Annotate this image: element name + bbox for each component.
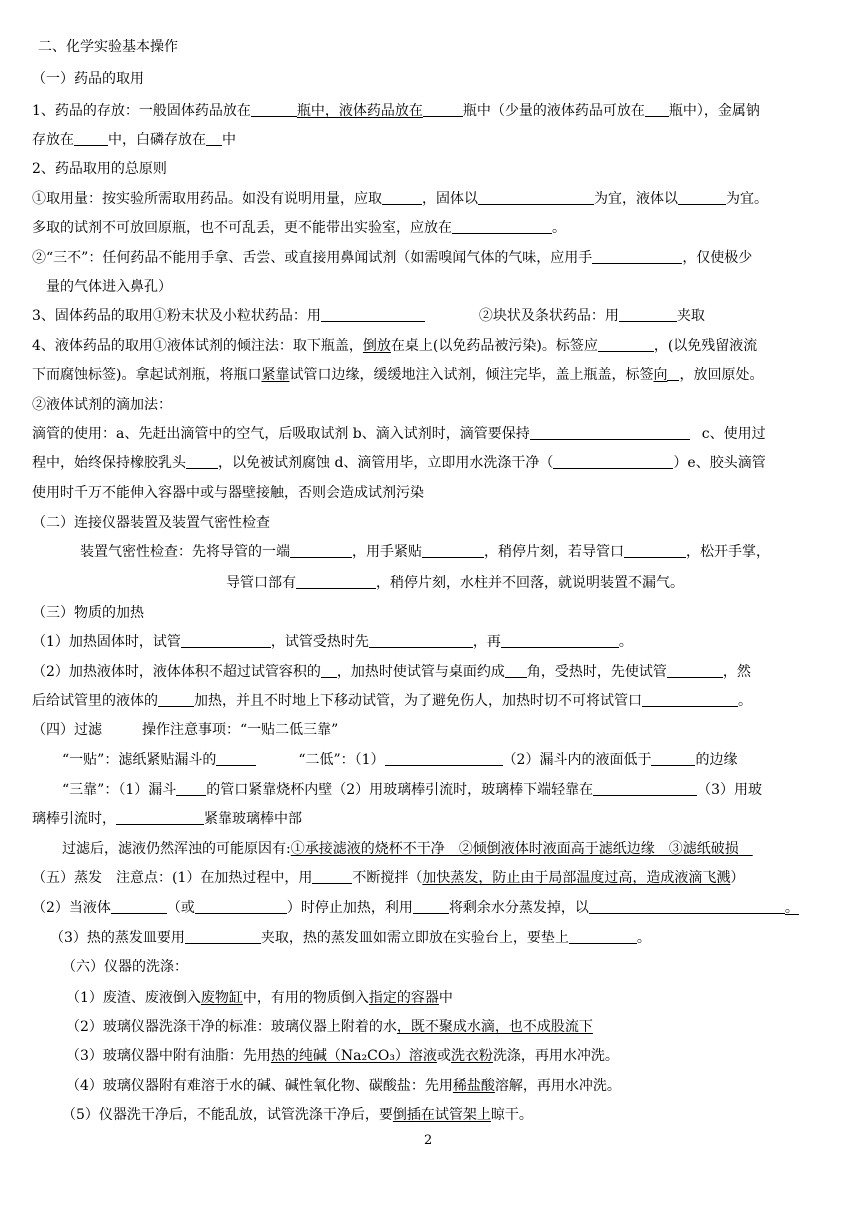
fill-blank xyxy=(592,249,682,264)
text-line xyxy=(32,307,705,325)
fill-blank xyxy=(505,663,527,678)
text: 洗衣粉 xyxy=(450,1048,493,1064)
text: ，松开手掌， xyxy=(686,544,770,560)
subsection-heading-5 xyxy=(32,869,744,887)
subsection-heading-6 xyxy=(62,958,188,976)
text: 倒放 xyxy=(362,338,391,354)
text: 。 xyxy=(552,220,566,236)
fill-blank xyxy=(598,337,654,352)
text: 夹取，热的蒸发皿如需立即放在实验台上，要垫上 xyxy=(260,930,569,946)
text: （1）废渣、废液倒入 xyxy=(66,990,201,1006)
fill-blank xyxy=(321,663,337,678)
text: 中 xyxy=(438,990,453,1006)
text: （3）玻璃仪器中附有油脂：先用 xyxy=(66,1048,271,1064)
text-line xyxy=(32,810,302,828)
heading-text: （五）蒸发 注意点：(1）在加热过程中，用 xyxy=(32,870,313,886)
text: ）时停止加热，利用 xyxy=(286,900,413,916)
text: 。 xyxy=(618,634,633,650)
fill-blank xyxy=(369,633,473,648)
text-line xyxy=(46,278,172,296)
text-line xyxy=(226,574,684,592)
text: 夹取 xyxy=(676,308,705,324)
text: 中，白磷存放在 xyxy=(108,132,206,148)
heading-text: （六）仪器的洗涤： xyxy=(62,959,188,975)
text: “一贴”：滤纸紧贴漏斗的 xyxy=(62,752,217,768)
fill-blank xyxy=(321,307,425,322)
fill-blank xyxy=(312,869,352,884)
text: 瓶中（少量的液体药品可放在 xyxy=(462,103,645,119)
text: 不断搅拌（ xyxy=(352,870,423,886)
text: 4、液体药品的取用①液体试剂的倾注法：取下瓶盖， xyxy=(32,338,363,354)
text: ，稍停片刻，若导管口 xyxy=(484,544,624,560)
text: 导管口部有 xyxy=(226,575,296,591)
text: 。 xyxy=(738,693,752,709)
fill-blank xyxy=(206,131,222,146)
text: ，用手紧贴 xyxy=(352,544,422,560)
page-number: 2 xyxy=(424,1133,433,1148)
text-line xyxy=(62,1106,533,1124)
text: 加快蒸发，防止由于局部温度过高，造成液滴飞溅 xyxy=(422,870,731,886)
text: ，(以免残留液流 xyxy=(653,338,758,354)
text: （2）当液体 xyxy=(32,900,111,916)
subsection-heading-4 xyxy=(32,721,338,739)
text: 璃棒引流时， xyxy=(32,811,116,827)
heading-text: （三）物质的加热 xyxy=(32,605,144,621)
fill-blank xyxy=(290,543,352,558)
text-line xyxy=(32,692,752,710)
text: ，既不聚成水滴，也不成股流下 xyxy=(396,1019,593,1035)
text: ①承接滤液的烧杯不干净 ②倾倒液体时液面高于滤纸边缘 ③滤纸破损 xyxy=(290,841,753,857)
text: 量的气体进入鼻孔） xyxy=(46,279,172,295)
section-heading xyxy=(38,38,178,56)
text: 为宜，液体以 xyxy=(594,191,678,207)
text: ，固体以 xyxy=(422,191,478,207)
subsection-heading-3 xyxy=(32,604,144,622)
fill-blank xyxy=(385,751,503,766)
text: 向 xyxy=(653,367,668,383)
text: ②块状及条状药品：用 xyxy=(478,308,619,324)
text: ②“三不”：任何药品不能用手拿、舌尝、或直接用鼻闻试剂（如需嗅闻气体的气味，应用手 xyxy=(32,250,593,266)
text: ①取用量：按实验所需取用药品。如没有说明用量，应取 xyxy=(32,191,382,207)
text-line xyxy=(32,131,236,149)
fill-blank xyxy=(501,633,619,648)
text: 多取的试剂不可放回原瓶，也不可乱丢，更不能带出实验室，应放在 xyxy=(32,220,452,236)
text: 2、药品取用的总原则 xyxy=(32,161,167,177)
fill-blank xyxy=(667,663,723,678)
fill-blank xyxy=(296,574,376,589)
text: “二低”：（1） xyxy=(298,752,385,768)
text: 后给试管里的液体的 xyxy=(32,693,158,709)
text: ，加热时使试管与桌面约成 xyxy=(336,664,505,680)
text: c、使用过 xyxy=(701,426,766,442)
text: ，放回原处。 xyxy=(679,367,764,383)
text: 过滤后，滤液仍然浑浊的可能原因有: xyxy=(62,841,291,857)
text: 晾干。 xyxy=(490,1107,533,1123)
text: （2）漏斗内的液面低于 xyxy=(502,752,652,768)
text: ，以免被试剂腐蚀 d、滴管用毕，立即用水洗涤干净（ xyxy=(218,455,554,471)
text: 。 xyxy=(784,900,799,916)
text: 将剩余水分蒸发掉，以 xyxy=(448,900,589,916)
text-line xyxy=(32,633,633,651)
text: 指定的容器 xyxy=(368,990,439,1006)
text: 为宜。 xyxy=(726,191,768,207)
text-line xyxy=(66,1077,621,1095)
fill-blank xyxy=(645,102,669,117)
text-line xyxy=(32,484,424,502)
text: 装置气密性检查：先将导管的一端 xyxy=(80,544,290,560)
fill-blank xyxy=(530,425,690,440)
fill-blank xyxy=(651,751,695,766)
text: ，仅使极少 xyxy=(682,250,753,266)
fill-blank xyxy=(111,899,167,914)
text: （2）加热液体时，液体体积不超过试管容积的 xyxy=(32,664,321,680)
text: 中 xyxy=(222,132,236,148)
text: 程中，始终保持橡胶乳头 xyxy=(32,455,186,471)
text-line xyxy=(32,249,752,267)
heading-text: （二）连接仪器装置及装置气密性检查 xyxy=(32,515,270,531)
text: 。 xyxy=(636,930,651,946)
text-line xyxy=(62,840,753,858)
text: 溶解，再用水冲洗。 xyxy=(494,1078,621,1094)
text: 中，有用的物质倒入 xyxy=(242,990,369,1006)
text: 的边缘 xyxy=(695,752,738,768)
fill-blank xyxy=(678,190,726,205)
text-line xyxy=(66,989,453,1007)
text-line xyxy=(32,102,760,120)
fill-blank xyxy=(667,366,679,381)
subsection-heading-1 xyxy=(32,70,144,88)
text: ） xyxy=(730,870,745,886)
text-line xyxy=(32,663,751,681)
text-line xyxy=(32,396,172,414)
fill-blank xyxy=(642,692,738,707)
text: 瓶中），金属钠 xyxy=(668,103,760,119)
text: ，然 xyxy=(722,664,751,680)
text: 3、固体药品的取用①粉末状及小粒状药品：用 xyxy=(32,308,321,324)
fill-blank xyxy=(423,102,463,117)
fill-blank xyxy=(422,543,484,558)
text: 使用时千万不能伸入容器中或与器壁接触，否则会造成试剂污染 xyxy=(32,485,424,501)
fill-blank xyxy=(619,307,677,322)
fill-blank xyxy=(553,454,673,469)
text: 瓶中，液体药品放在 xyxy=(296,103,423,119)
text: 1、药品的存放：一般固体药品放在 xyxy=(32,103,251,119)
text: （2）玻璃仪器洗涤干净的标准：玻璃仪器上附着的水 xyxy=(66,1019,397,1035)
fill-blank xyxy=(181,633,271,648)
fill-blank xyxy=(185,929,261,944)
text: 加热，并且不时地上下移动试管，为了避免伤人，加热时切不可将试管口 xyxy=(194,693,642,709)
text: 热的纯碱（Na₂CO₃）溶液 xyxy=(270,1048,437,1064)
text-line xyxy=(62,781,762,799)
text: 倒插在试管架上 xyxy=(392,1107,491,1123)
fill-blank xyxy=(413,899,449,914)
fill-blank xyxy=(186,454,218,469)
text: 废物缸 xyxy=(200,990,243,1006)
fill-blank xyxy=(569,929,637,944)
text: 或 xyxy=(436,1048,451,1064)
fill-blank xyxy=(624,543,686,558)
fill-blank xyxy=(158,692,194,707)
text: （3）热的蒸发皿要用 xyxy=(50,930,185,946)
text-line xyxy=(50,929,651,947)
text: 稀盐酸 xyxy=(452,1078,495,1094)
text: 存放在 xyxy=(32,132,74,148)
fill-blank xyxy=(593,781,697,796)
fill-blank xyxy=(251,102,297,117)
text-line xyxy=(32,425,766,443)
text: ）e、胶头滴管 xyxy=(673,455,766,471)
subsection-heading-2 xyxy=(32,514,270,532)
text-line xyxy=(32,190,768,208)
text-line xyxy=(32,219,566,237)
text: （1）加热固体时，试管 xyxy=(32,634,181,650)
text-line xyxy=(32,160,167,178)
fill-blank xyxy=(195,899,287,914)
text-line xyxy=(32,337,757,355)
text: 下而腐蚀标签)。拿起试剂瓶，将瓶口 xyxy=(32,367,262,383)
text: 洗涤，再用水冲洗。 xyxy=(492,1048,619,1064)
text: （5）仪器洗干净后，不能乱放，试管洗涤干净后，要 xyxy=(62,1107,393,1123)
text: 试管口边缘，缓缓地注入试剂，倾注完毕，盖上瓶盖，标签 xyxy=(289,367,654,383)
text: （4）玻璃仪器附有难溶于水的碱、碱性氧化物、碳酸盐：先用 xyxy=(66,1078,453,1094)
text: 紧靠 xyxy=(261,367,290,383)
text: 的管口紧靠烧杯内壁（2）用玻璃棒引流时，玻璃棒下端轻靠在 xyxy=(206,782,594,798)
text-line xyxy=(66,1018,593,1036)
fill-blank xyxy=(74,131,108,146)
heading-text: （一）药品的取用 xyxy=(32,71,144,87)
text-line xyxy=(32,454,766,472)
text: 在桌上(以免药品被污染)。标签应 xyxy=(390,338,598,354)
text: 操作注意事项：“一贴二低三靠” xyxy=(142,722,339,738)
fill-blank xyxy=(216,751,256,766)
fill-blank xyxy=(382,190,422,205)
text: 滴管的使用：a、先赶出滴管中的空气，后吸取试剂 b、滴入试剂时，滴管要保持 xyxy=(32,426,530,442)
fill-blank xyxy=(452,219,552,234)
text: “三靠”：（1）漏斗 xyxy=(62,782,177,798)
text: ②液体试剂的滴加法： xyxy=(32,397,172,413)
text-line xyxy=(80,543,770,561)
text-line xyxy=(32,899,799,917)
heading-text: 二、化学实验基本操作 xyxy=(38,39,178,55)
fill-blank xyxy=(116,810,204,825)
text: （或 xyxy=(166,900,195,916)
fill-blank xyxy=(589,899,785,914)
text: 紧靠玻璃棒中部 xyxy=(204,811,302,827)
text: ，稍停片刻，水柱并不回落，就说明装置不漏气。 xyxy=(376,575,684,591)
heading-text: （四）过滤 xyxy=(32,722,102,738)
text: 角，受热时，先使试管 xyxy=(526,664,667,680)
fill-blank xyxy=(176,781,206,796)
fill-blank xyxy=(478,190,594,205)
text-line xyxy=(32,366,763,384)
text: ，再 xyxy=(472,634,501,650)
text: （3）用玻 xyxy=(697,782,763,798)
text: ，试管受热时先 xyxy=(270,634,369,650)
text-line xyxy=(66,1047,619,1065)
text-line xyxy=(62,751,737,769)
